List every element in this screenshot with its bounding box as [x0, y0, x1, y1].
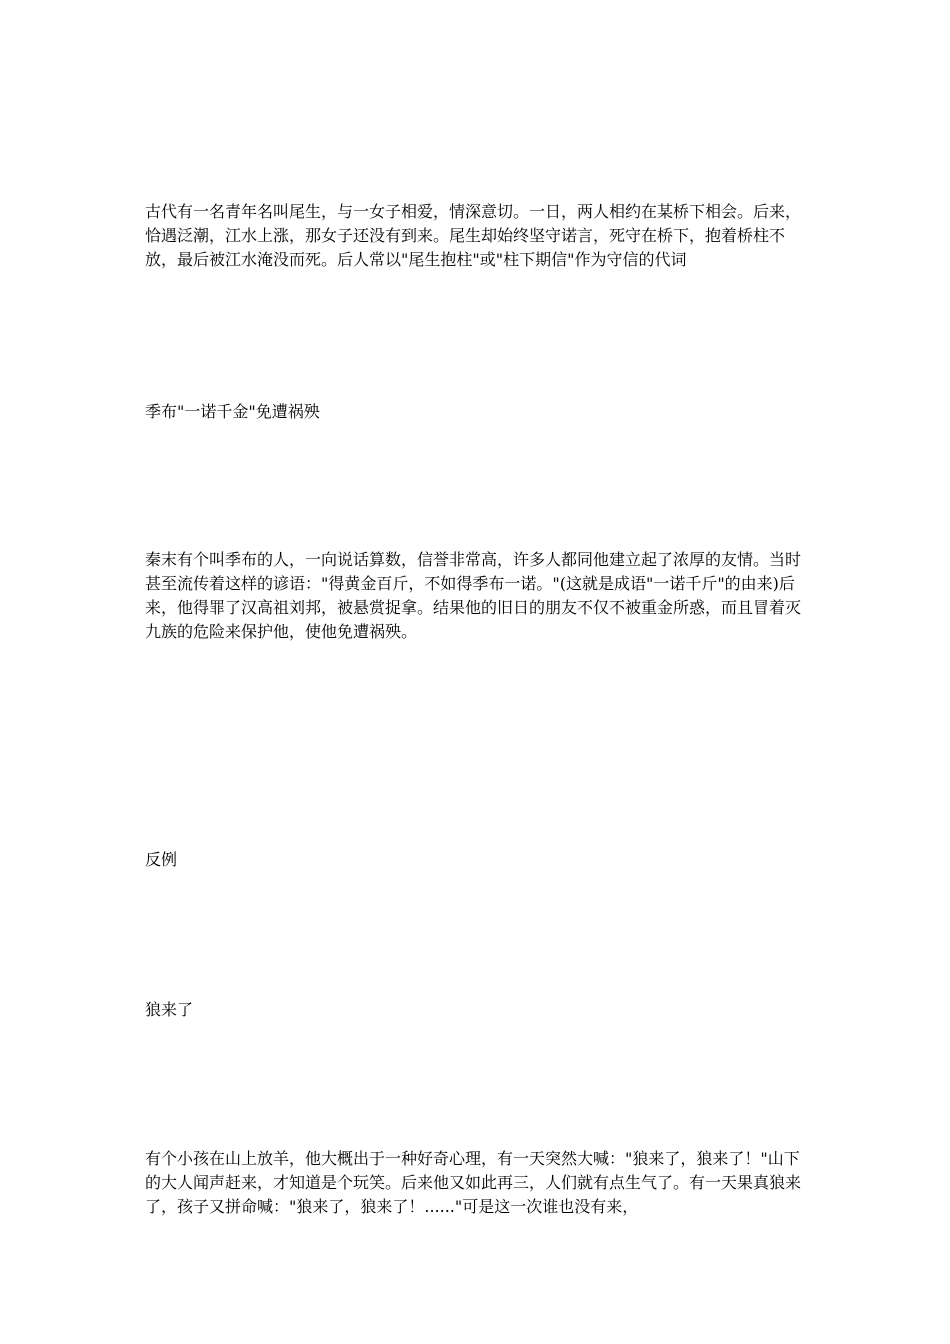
paragraph-wolf: 有个小孩在山上放羊，他大概出于一种好奇心理，有一天突然大喊："狼来了，狼来了！"山下的大人闻声赶来，才知道是个玩笑。后来他又如此再三，人们就有点生气了。有一天果真狼来了，孩子又拼命喊："狼来了，狼来了！......"可是这一次谁也没有来， [145, 1149, 802, 1216]
paragraph-jibu: 秦末有个叫季布的人，一向说话算数，信誉非常高，许多人都同他建立起了浓厚的友情。当时甚至流传着这样的谚语："得黄金百斤，不如得季布一诺。"(这就是成语"一诺千斤"的由来)后来，他得罪了汉高祖刘邦，被悬赏捉拿。结果他的旧日的朋友不仅不被重金所惑，而且冒着灭九族的危险来保护他，使他免遭祸殃。 [145, 550, 802, 641]
heading-counterexample: 反例 [145, 850, 178, 869]
paragraph-weisheng: 古代有一名青年名叫尾生，与一女子相爱，情深意切。一日，两人相约在某桥下相会。后来，恰遇泛潮，江水上涨，那女子还没有到来。尾生却始终坚守诺言，死守在桥下，抱着桥柱不放，最后被江水淹没而死。后人常以"尾生抱柱"或"柱下期信"作为守信的代词 [145, 202, 802, 269]
heading-jibu: 季布"一诺千金"免遭祸殃 [145, 402, 320, 421]
heading-wolf: 狼来了 [145, 1000, 194, 1019]
